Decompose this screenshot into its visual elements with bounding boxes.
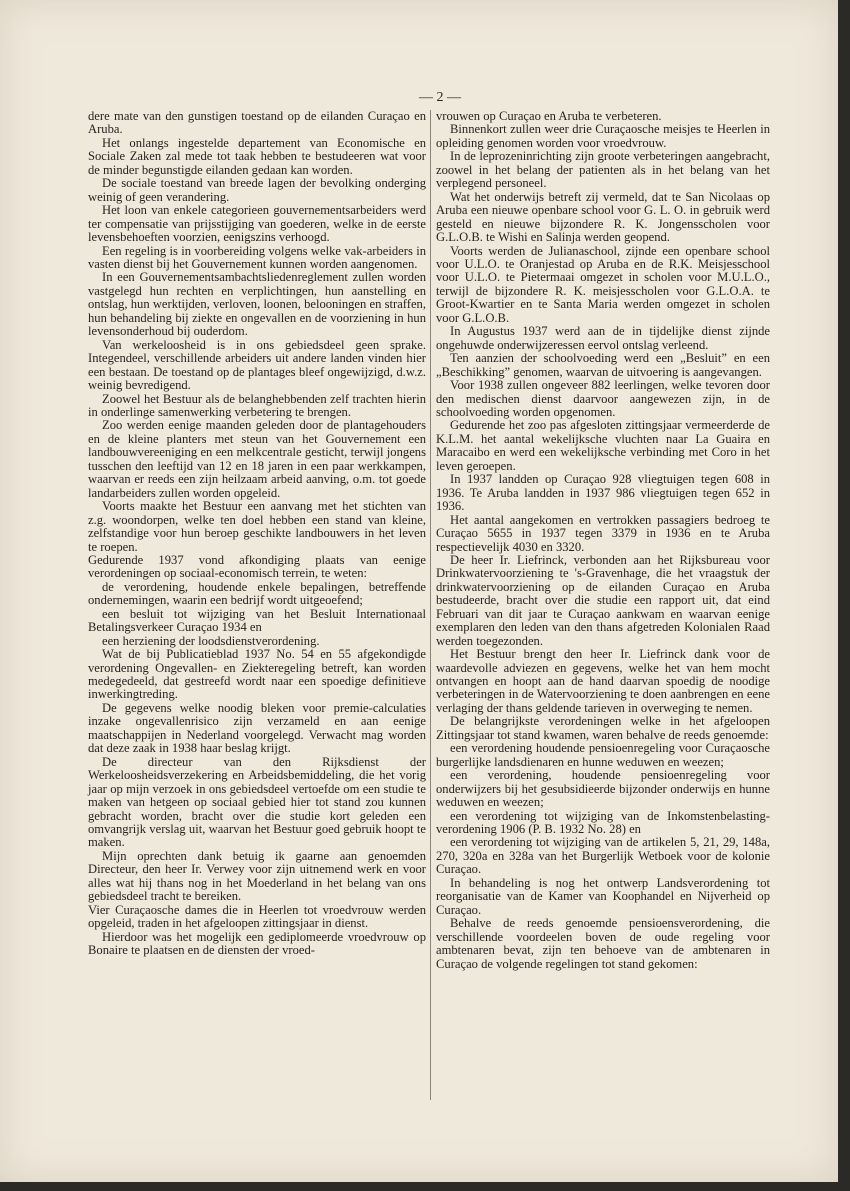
paragraph: een verordening tot wijziging van de Inkomstenbelasting-verordening 1906 (P. B. 1932 No. 28) en: [436, 808, 770, 837]
paragraph: Behalve de reeds genoemde pensioensverordening, die verschillende voordeelen boven de oude regeling voor ambtenaren bevat, zijn ten behoeve van de ambtenaren in Curaçao de volgende regelingen tot stand gekomen:: [436, 916, 770, 971]
paragraph: In een Gouvernementsambachtsliedenreglement zullen worden vastgelegd hun rechten en verplichtingen, hun aanstelling en ontslag, hun werktijden, verloven, loonen, belooningen en straffen, hun behandeling bij ziekte en ongevallen en de voorziening in hun levensonderhoud bij ouderdom.: [88, 270, 426, 339]
paragraph: Wat de bij Publicatieblad 1937 No. 54 en 55 afgekondigde verordening Ongevallen- en Ziekteregeling betreft, kan worden medegedeeld, dat gestreefd wordt naar een spoedige definitieve inwerkingtreding.: [88, 647, 426, 702]
paragraph: Gedurende het zoo pas afgesloten zittingsjaar vermeerderde de K.L.M. het aantal wekelijksche vluchten naar La Guaira en Maracaibo en werd een wekelijksche verbinding met Coro in het leven geroepen.: [436, 418, 770, 473]
paragraph: Het loon van enkele categorieen gouvernementsarbeiders werd ter compensatie van prijsstijging van goederen, welke in de eerste levensbehoeften voorzien, eenigszins verhoogd.: [88, 203, 426, 245]
paragraph: Voorts maakte het Bestuur een aanvang met het stichten van z.g. woondorpen, welke ten doel hebben een stand van kleine, zelfstandige voor hun beroep geschikte landbouwers in het leven te roepen.: [88, 499, 426, 554]
paragraph: een verordening houdende pensioenregeling voor Curaçaosche burgerlijke landsdienaren en hunne weduwen en weezen;: [436, 741, 770, 769]
paragraph: Ten aanzien der schoolvoeding werd een „Besluit” en een „Beschikking” genomen, waarvan de uitvoering is aangevangen.: [436, 351, 770, 379]
paragraph: De sociale toestand van breede lagen der bevolking onderging weinig of geen verandering.: [88, 176, 426, 204]
paragraph: Van werkeloosheid is in ons gebiedsdeel geen sprake. Integendeel, verschillende arbeiders uit andere landen vinden hier een bestaan. De toestand op de plantages bleef ongewijzigd, d.w.z. weinig bevredigend.: [88, 337, 426, 393]
paragraph: Een regeling is in voorbereiding volgens welke vak-arbeiders in vasten dienst bij het Gouvernement kunnen worden aangenomen.: [88, 243, 426, 271]
paragraph: In Augustus 1937 werd aan de in tijdelijke dienst zijnde ongehuwde onderwijzeressen eervol ontslag verleend.: [436, 324, 770, 352]
paragraph: Het Bestuur brengt den heer Ir. Liefrinck dank voor de waardevolle adviezen en gegevens, welke het van hem mocht ontvangen en hoopt aan de hand daarvan spoedig de noodige verbeteringen in de Watervoorziening te doen aanbrengen en eene verlaging der thans geldende tarieven in overweging te nemen.: [436, 647, 770, 715]
paragraph: Voor 1938 zullen ongeveer 882 leerlingen, welke tevoren door den medischen dienst daarvoor aangewezen zijn, in de schoolvoeding worden opgenomen.: [436, 378, 770, 419]
paragraph: Zoowel het Bestuur als de belanghebbenden zelf trachten hierin in onderlinge samenwerking verbetering te brengen.: [88, 391, 426, 419]
paragraph: een verordening tot wijziging van de artikelen 5, 21, 29, 148a, 270, 320a en 328a van het Burgerlijk Wetboek voor de kolonie Curaçao.: [436, 835, 770, 877]
paragraph: In de leprozeninrichting zijn groote verbeteringen aangebracht, zoowel in het belang der patienten als in het belang van het verplegend personeel.: [436, 149, 770, 191]
paragraph: Mijn oprechten dank betuig ik gaarne aan genoemden Directeur, den heer Ir. Verwey voor zijn uitnemend werk en voor alles wat hij thans nog in het Moederland in het belang van ons gebiedsdeel tracht te bereiken.: [88, 848, 426, 904]
paragraph: Het onlangs ingestelde departement van Economische en Sociale Zaken zal mede tot taak hebben te bestudeeren wat voor de minder begunstigde eilanden gedaan kan worden.: [88, 135, 426, 177]
paragraph: Zoo werden eenige maanden geleden door de plantagehouders en de kleine planters met steun van het Gouvernement een landbouwvereeniging en een melkcentrale gesticht, terwijl jongens tusschen den leeftijd van 12 en 18 jaren in een paar werkkampen, waarvan er reeds een zijn heilzaam arbeid aanving, o.m. tot goede landarbeiders zullen worden opgeleid.: [88, 418, 426, 500]
paragraph: Hierdoor was het mogelijk een gediplomeerde vroedvrouw op Bonaire te plaatsen en de diensten der vroed-: [88, 929, 426, 958]
paragraph: de verordening, houdende enkele bepalingen, betreffende ondernemingen, waarin een bedrijf wordt uitgeoefend;: [88, 579, 426, 608]
paragraph: De gegevens welke noodig bleken voor premie-calculaties inzake ongevallenrisico zijn verzameld en aan eenige maatschappijen in Nederland voorgelegd. Verwacht mag worden dat deze zaak in 1938 haar beslag krijgt.: [88, 700, 426, 756]
paragraph: Wat het onderwijs betreft zij vermeld, dat te San Nicolaas op Aruba een nieuwe openbare school voor G. L. O. in gebruik werd gesteld en nieuwe bijzondere R. K. Jongensscholen voor G.L.O.B. te Wishi en Salinja werden geopend.: [436, 189, 770, 245]
paragraph: een besluit tot wijziging van het Besluit Internationaal Betalingsverkeer Curaçao 1934 en: [88, 606, 426, 635]
paragraph: Vier Curaçaosche dames die in Heerlen tot vroedvrouw werden opgeleid, traden in het afgeloopen zittingsjaar in dienst.: [88, 902, 426, 931]
left-column: [88, 110, 426, 958]
paragraph: De directeur van den Rijksdienst der Werkeloosheidsverzekering en Arbeidsbemiddeling, die het vorig jaar op mijn verzoek in ons gebiedsdeel vertoefde om een studie te maken van hetgeen op sociaal gebied hier tot stand zou kunnen gebracht worden, bracht over die studie kort geleden een omvangrijk verslag uit, waarvan het Bestuur goed gebruik hoopt te maken.: [88, 754, 426, 850]
paragraph: Voorts werden de Julianaschool, zijnde een openbare school voor U.L.O. te Oranjestad op Aruba en de R.K. Meisjesschool voor U.L.O. te Pietermaai omgezet in scholen voor M.U.L.O., terwijl de bijzondere R. K. meisjesscholen voor G.L.O.A. te Groot-Kwartier en te Santa Maria werden omgezet in scholen voor G.L.O.B.: [436, 243, 770, 325]
paragraph: Binnenkort zullen weer drie Curaçaosche meisjes te Heerlen in opleiding genomen worden voor vroedvrouw.: [436, 122, 770, 150]
column-divider: [430, 110, 431, 1100]
paragraph: In 1937 landden op Curaçao 928 vliegtuigen tegen 608 in 1936. Te Aruba landden in 1937 986 vliegtuigen tegen 652 in 1936.: [436, 472, 770, 514]
paragraph: In behandeling is nog het ontwerp Landsverordening tot reorganisatie van de Kamer van Koophandel en Nijverheid op Curaçao.: [436, 875, 770, 917]
paragraph: De heer Ir. Liefrinck, verbonden aan het Rijksbureau voor Drinkwatervoorziening te 's-Gravenhage, die het vraagstuk der drinkwatervoorziening op de eilanden Curaçao en Aruba bestudeerde, bracht over die studie een rapport uit, dat eind Februari van dit jaar te Curaçao aankwam en waarvan eenige exemplaren den leden van den thans afgetreden Kolonialen Raad werden toegezonden.: [436, 552, 770, 648]
paragraph: vrouwen op Curaçao en Aruba te verbeteren.: [436, 109, 662, 123]
paragraph: een herziening der loodsdienstverordening.: [102, 633, 320, 648]
paragraph: een verordening, houdende pensioenregeling voor onderwijzers bij het gesubsidieerde bijzonder onderwijs en hunne weduwen en weezen;: [436, 768, 770, 810]
paragraph: Het aantal aangekomen en vertrokken passagiers bedroeg te Curaçao 5655 in 1937 tegen 3379 in 1936 en te Aruba respectievelijk 4030 en 3320.: [436, 512, 770, 554]
paragraph: Gedurende 1937 vond afkondiging plaats van eenige verordeningen op sociaal-economisch terrein, te weten:: [88, 552, 426, 581]
right-column: [436, 110, 770, 971]
paragraph: De belangrijkste verordeningen welke in het afgeloopen Zittingsjaar tot stand kwamen, waren behalve de reeds genoemde:: [436, 714, 770, 742]
page-number: — 2 —: [419, 90, 461, 105]
paragraph: dere mate van den gunstigen toestand op de eilanden Curaçao en Aruba.: [88, 109, 426, 137]
